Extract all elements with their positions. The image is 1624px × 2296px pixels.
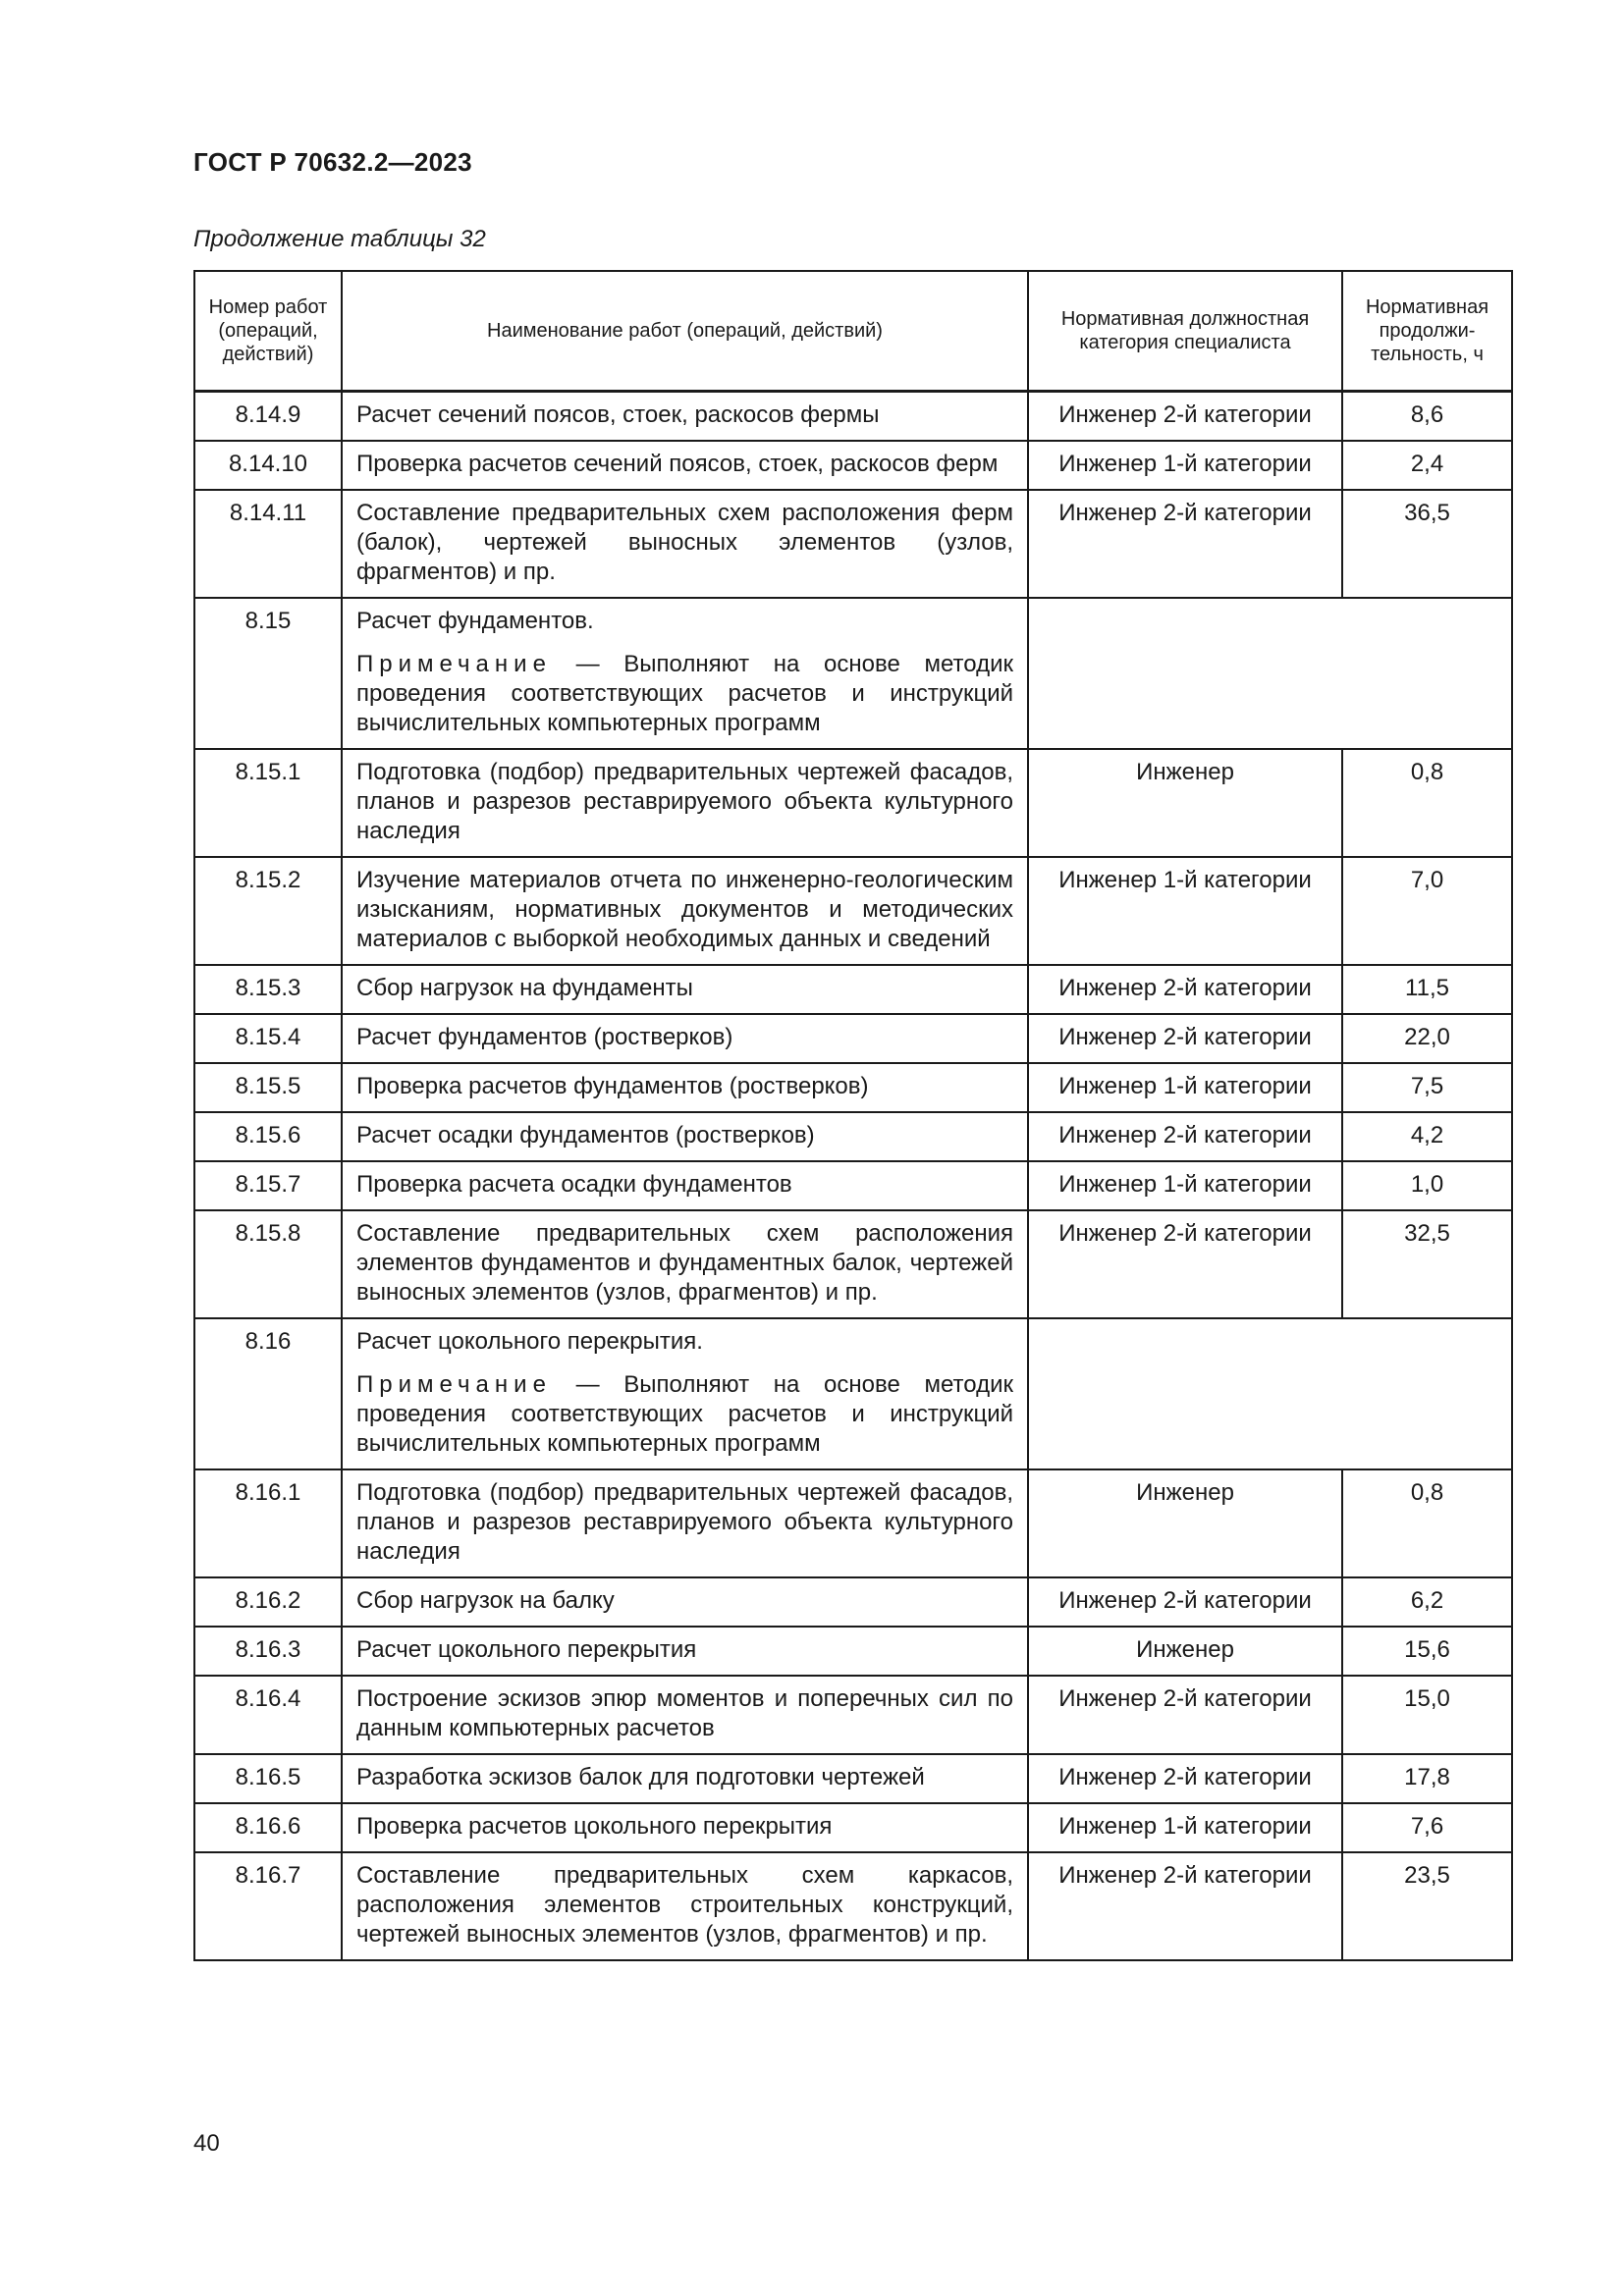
row-duration: 7,6 — [1342, 1803, 1512, 1852]
row-name: Составление предварительных схем каркасов, расположения элементов строительных конструкций, чертежей выносных элементов (узлов, фрагментов) и пр. — [342, 1852, 1028, 1960]
row-name: Расчет осадки фундаментов (ростверков) — [342, 1112, 1028, 1161]
row-number: 8.16.1 — [194, 1469, 342, 1577]
empty-cell — [1028, 1318, 1512, 1469]
row-duration: 0,8 — [1342, 1469, 1512, 1577]
row-number: 8.16.4 — [194, 1676, 342, 1754]
row-category: Инженер 2-й категории — [1028, 392, 1342, 442]
row-name — [342, 598, 1028, 749]
row-number: 8.14.10 — [194, 441, 342, 490]
header-category: Нормативная должностная категория специалиста — [1028, 271, 1342, 392]
row-number: 8.16 — [194, 1318, 342, 1469]
row-name — [342, 1318, 1028, 1469]
row-number: 8.15.1 — [194, 749, 342, 857]
table-row — [194, 1063, 1512, 1112]
table-row — [194, 1627, 1512, 1676]
row-category: Инженер 2-й категории — [1028, 1210, 1342, 1318]
row-name: Проверка расчета осадки фундаментов — [342, 1161, 1028, 1210]
note-text: — Выполняют на основе методик проведения соответствующих расчетов и инструкций вычислительных компьютерных программ — [356, 651, 1013, 736]
row-category: Инженер 2-й категории — [1028, 1852, 1342, 1960]
row-name: Сбор нагрузок на балку — [342, 1577, 1028, 1627]
table-body — [194, 392, 1512, 1961]
row-category: Инженер 1-й категории — [1028, 1063, 1342, 1112]
row-name: Подготовка (подбор) предварительных чертежей фасадов, планов и разрезов реставрируемого объекта культурного наследия — [342, 1469, 1028, 1577]
row-name: Проверка расчетов сечений поясов, стоек, раскосов ферм — [342, 441, 1028, 490]
row-name: Изучение материалов отчета по инженерно-геологическим изысканиям, нормативных документов и методических материалов с выборкой необходимых данных и сведений — [342, 857, 1028, 965]
table-row — [194, 965, 1512, 1014]
table-row — [194, 1161, 1512, 1210]
table-row — [194, 1210, 1512, 1318]
row-number: 8.15.6 — [194, 1112, 342, 1161]
table-caption: Продолжение таблицы 32 — [193, 226, 486, 252]
row-number: 8.16.5 — [194, 1754, 342, 1803]
row-category: Инженер 2-й категории — [1028, 1577, 1342, 1627]
row-number: 8.15 — [194, 598, 342, 749]
table-row — [194, 1676, 1512, 1754]
header-duration: Нормативная продолжи-тельность, ч — [1342, 271, 1512, 392]
table-row — [194, 1112, 1512, 1161]
row-duration: 17,8 — [1342, 1754, 1512, 1803]
row-category: Инженер 2-й категории — [1028, 965, 1342, 1014]
row-name: Расчет фундаментов (ростверков) — [342, 1014, 1028, 1063]
row-duration: 22,0 — [1342, 1014, 1512, 1063]
section-row — [194, 1318, 1512, 1469]
row-number: 8.14.9 — [194, 392, 342, 442]
row-duration: 36,5 — [1342, 490, 1512, 598]
table-row — [194, 392, 1512, 442]
row-category: Инженер 2-й категории — [1028, 490, 1342, 598]
table-row — [194, 857, 1512, 965]
row-name: Расчет цокольного перекрытия — [342, 1627, 1028, 1676]
table-row — [194, 749, 1512, 857]
note-label: Примечание — [356, 651, 552, 677]
table-header-row — [194, 271, 1512, 392]
document-code: ГОСТ Р 70632.2—2023 — [193, 147, 472, 177]
row-name: Построение эскизов эпюр моментов и поперечных сил по данным компьютерных расчетов — [342, 1676, 1028, 1754]
row-number: 8.15.7 — [194, 1161, 342, 1210]
table-row — [194, 1577, 1512, 1627]
row-duration: 1,0 — [1342, 1161, 1512, 1210]
row-category: Инженер — [1028, 749, 1342, 857]
row-category: Инженер 2-й категории — [1028, 1754, 1342, 1803]
table-row — [194, 441, 1512, 490]
section-row — [194, 598, 1512, 749]
table-row — [194, 1014, 1512, 1063]
row-number: 8.15.8 — [194, 1210, 342, 1318]
row-duration: 6,2 — [1342, 1577, 1512, 1627]
row-name: Расчет сечений поясов, стоек, раскосов фермы — [342, 392, 1028, 442]
row-name: Проверка расчетов цокольного перекрытия — [342, 1803, 1028, 1852]
section-note — [356, 1370, 1013, 1459]
row-duration: 7,5 — [1342, 1063, 1512, 1112]
row-duration: 0,8 — [1342, 749, 1512, 857]
row-number: 8.15.3 — [194, 965, 342, 1014]
header-number: Номер работ (операций, действий) — [194, 271, 342, 392]
table-row — [194, 1754, 1512, 1803]
row-number: 8.16.6 — [194, 1803, 342, 1852]
row-name: Подготовка (подбор) предварительных чертежей фасадов, планов и разрезов реставрируемого объекта культурного наследия — [342, 749, 1028, 857]
row-number: 8.16.2 — [194, 1577, 342, 1627]
row-number: 8.16.7 — [194, 1852, 342, 1960]
row-category: Инженер 2-й категории — [1028, 1676, 1342, 1754]
row-number: 8.14.11 — [194, 490, 342, 598]
row-category: Инженер 2-й категории — [1028, 1112, 1342, 1161]
row-number: 8.15.5 — [194, 1063, 342, 1112]
table-row — [194, 490, 1512, 598]
table-row — [194, 1803, 1512, 1852]
row-category: Инженер 2-й категории — [1028, 1014, 1342, 1063]
row-duration: 23,5 — [1342, 1852, 1512, 1960]
row-duration: 2,4 — [1342, 441, 1512, 490]
row-number: 8.15.2 — [194, 857, 342, 965]
row-category: Инженер 1-й категории — [1028, 1161, 1342, 1210]
row-category: Инженер — [1028, 1469, 1342, 1577]
section-title: Расчет цокольного перекрытия. — [356, 1328, 703, 1355]
page-number: 40 — [193, 2130, 220, 2157]
note-label: Примечание — [356, 1371, 552, 1398]
row-name: Составление предварительных схем расположения ферм (балок), чертежей выносных элементов (узлов, фрагментов) и пр. — [342, 490, 1028, 598]
row-duration: 8,6 — [1342, 392, 1512, 442]
row-duration: 7,0 — [1342, 857, 1512, 965]
row-duration: 15,6 — [1342, 1627, 1512, 1676]
row-name: Проверка расчетов фундаментов (ростверков) — [342, 1063, 1028, 1112]
row-name: Разработка эскизов балок для подготовки чертежей — [342, 1754, 1028, 1803]
row-number: 8.15.4 — [194, 1014, 342, 1063]
row-name: Составление предварительных схем расположения элементов фундаментов и фундаментных балок, чертежей выносных элементов (узлов, фрагментов) и пр. — [342, 1210, 1028, 1318]
note-text: — Выполняют на основе методик проведения соответствующих расчетов и инструкций вычислительных компьютерных программ — [356, 1371, 1013, 1457]
norms-table — [193, 270, 1513, 1961]
table-row — [194, 1852, 1512, 1960]
row-number: 8.16.3 — [194, 1627, 342, 1676]
row-duration: 4,2 — [1342, 1112, 1512, 1161]
table-row — [194, 1469, 1512, 1577]
section-title: Расчет фундаментов. — [356, 608, 594, 634]
section-note — [356, 650, 1013, 738]
row-category: Инженер — [1028, 1627, 1342, 1676]
row-duration: 11,5 — [1342, 965, 1512, 1014]
row-category: Инженер 1-й категории — [1028, 857, 1342, 965]
row-category: Инженер 1-й категории — [1028, 441, 1342, 490]
empty-cell — [1028, 598, 1512, 749]
row-category: Инженер 1-й категории — [1028, 1803, 1342, 1852]
row-duration: 32,5 — [1342, 1210, 1512, 1318]
row-duration: 15,0 — [1342, 1676, 1512, 1754]
row-name: Сбор нагрузок на фундаменты — [342, 965, 1028, 1014]
header-name: Наименование работ (операций, действий) — [342, 271, 1028, 392]
